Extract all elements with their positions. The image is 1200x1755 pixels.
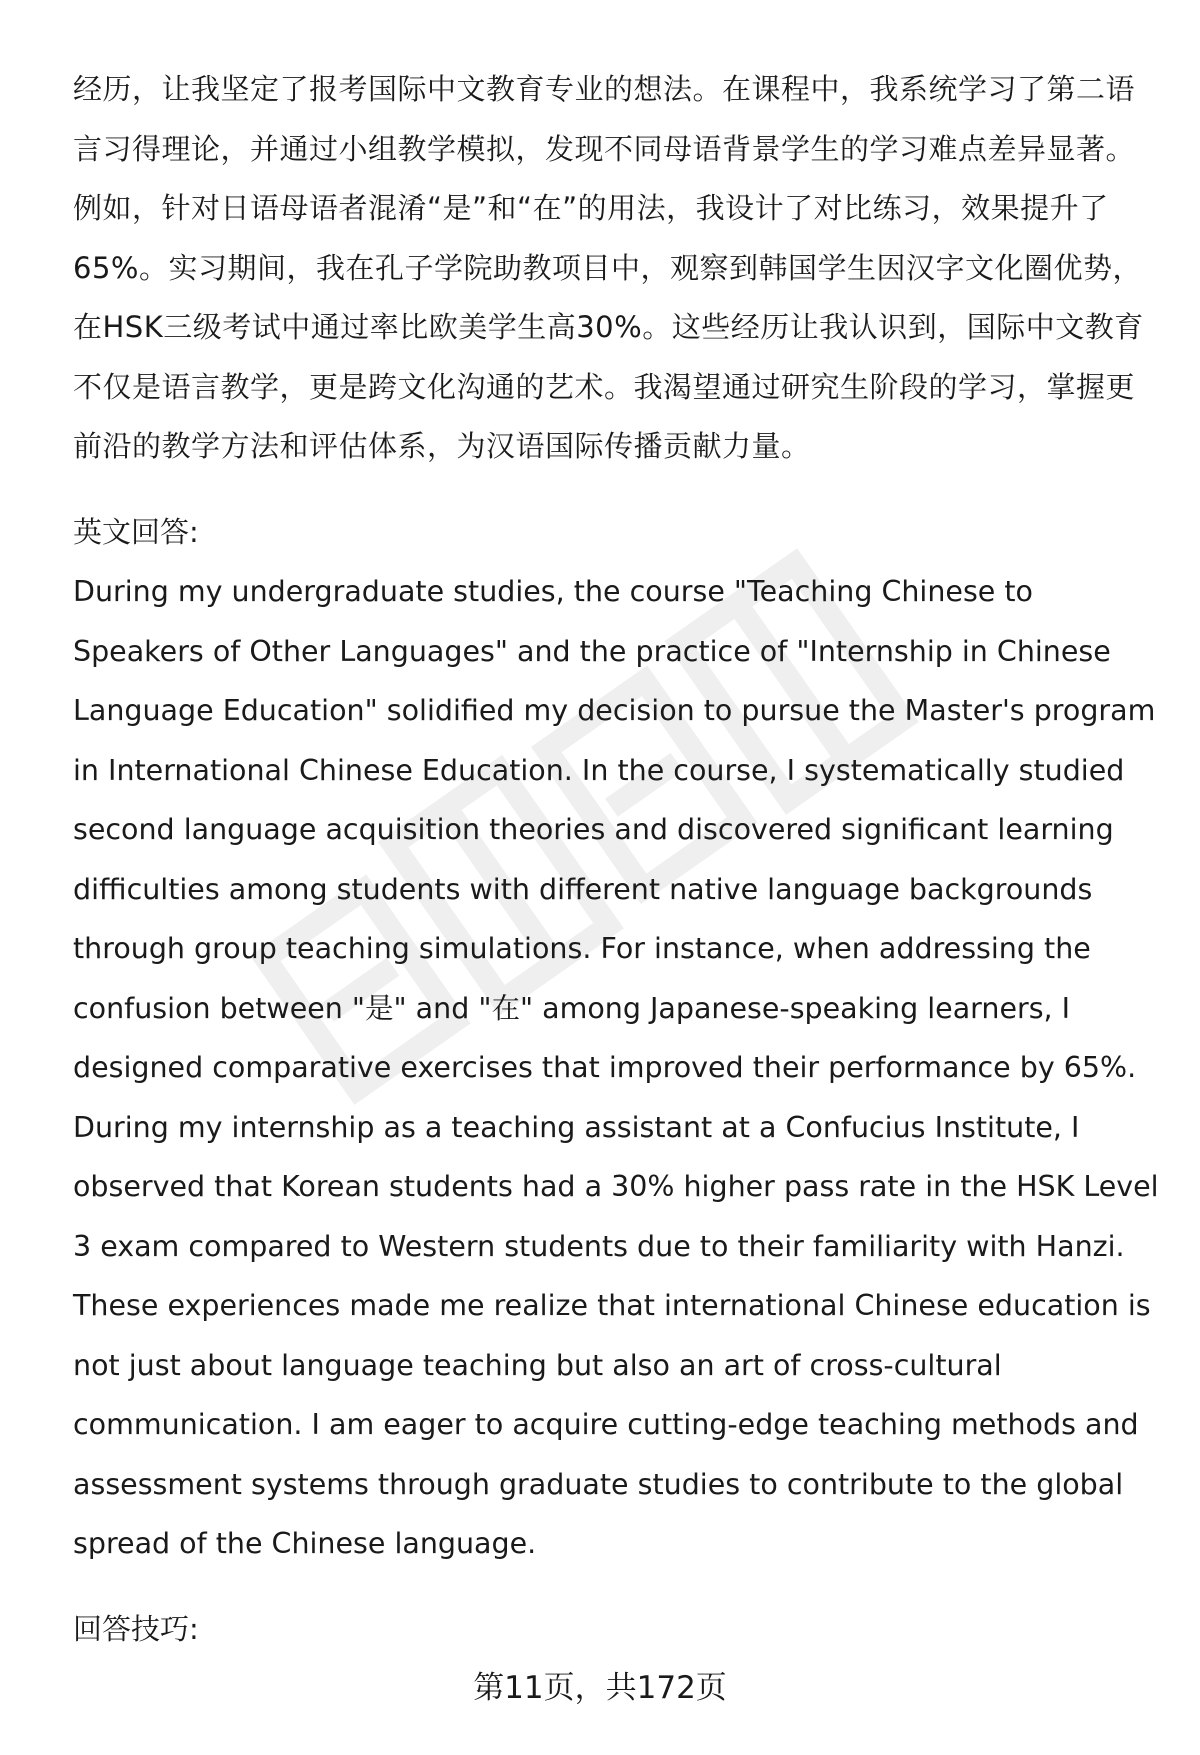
page-content [73, 60, 1163, 1659]
english-answer-label: 英文回答: [73, 514, 199, 549]
chinese-answer-paragraph: 经历，让我坚定了报考国际中文教育专业的想法。在课程中，我系统学习了第二语言习得理论，并通过小组教学模拟，发现不同母语背景学生的学习难点差异显著。例如，针对日语母语者混淆“是”和“在”的用法，我设计了对比练习，效果提升了65%。实习期间，我在孔子学院助教项目中，观察到韩国学生因汉字文化圈优势，在HSK三级考试中通过率比欧美学生高30%。这些经历让我认识到，国际中文教育不仅是语言教学，更是跨文化沟通的艺术。我渴望通过研究生阶段的学习，掌握更前沿的教学方法和评估体系，为汉语国际传播贡献力量。 [73, 72, 1144, 463]
answer-tips-label: 回答技巧: [73, 1611, 199, 1646]
english-answer-paragraph: During my undergraduate studies, the course "Teaching Chinese to Speakers of Other Languages" and the practice of "Internship in Chinese Language Education" solidified my decision to pursue the Master's program in International Chinese Education. In the course, I systematically studied second language acquisition theories and discovered significant learning difficulties among students with different native language backgrounds through group teaching simulations. For instance, when addressing the confusion between "是" and "在" among Japanese-speaking learners, I designed comparative exercises that improved their performance by 65%. During my internship as a teaching assistant at a Confucius Institute, I observed that Korean students had a 30% higher pass rate in the HSK Level 3 exam compared to Western students due to their familiarity with Hanzi. These experiences made me realize that international Chinese education is not just about language teaching but also an art of cross-cultural communication. I am eager to acquire cutting-edge teaching methods and assessment systems through graduate studies to contribute to the global spread of the Chinese language. [73, 575, 1159, 1560]
page-number-footer: 第11页，共172页 [473, 1670, 727, 1706]
